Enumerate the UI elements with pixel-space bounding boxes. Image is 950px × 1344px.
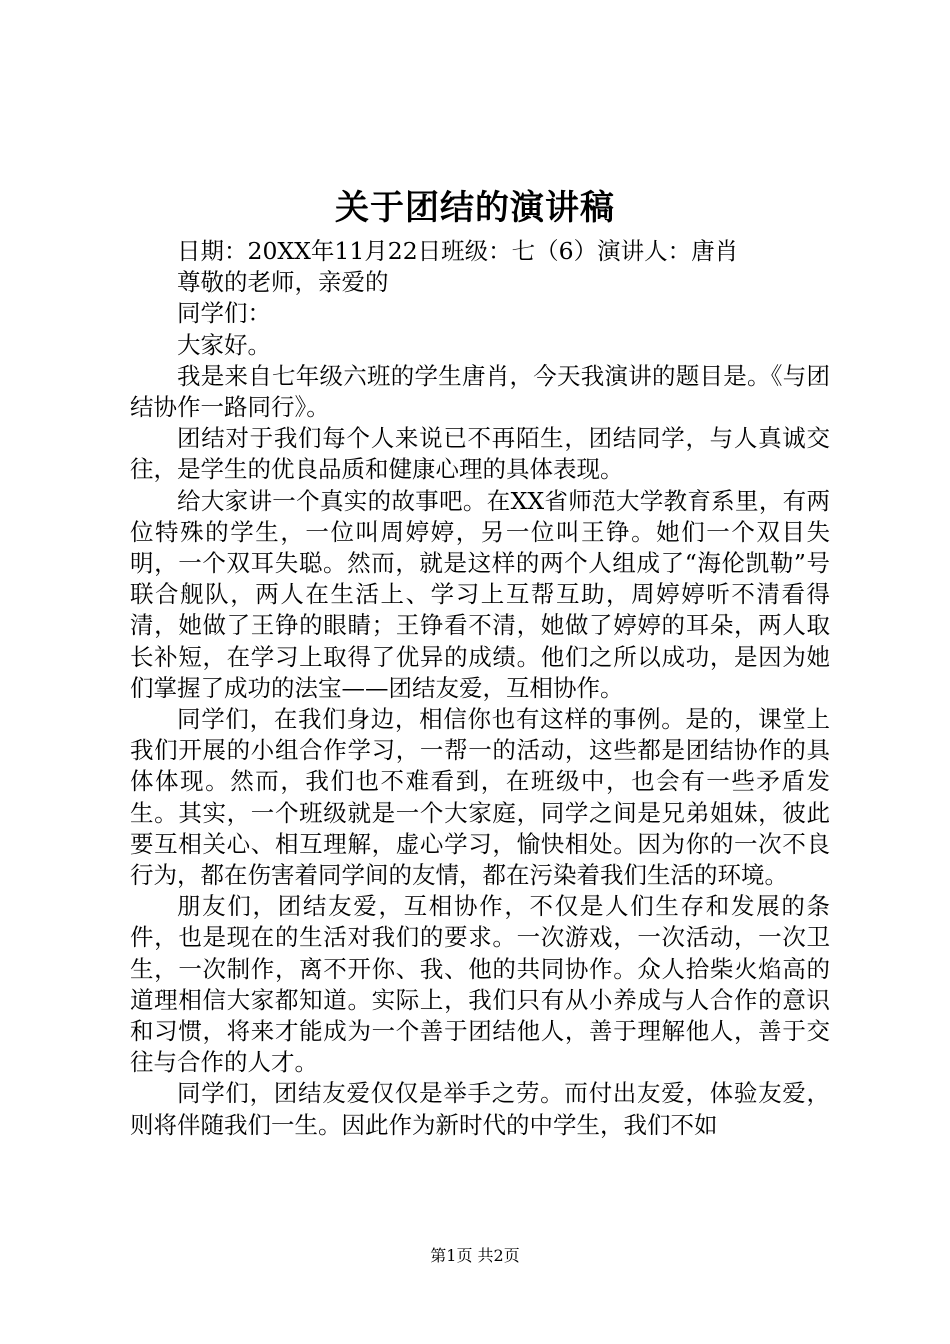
paragraph-closing: 同学们，团结友爱仅仅是举手之劳。而付出友爱，体验友爱，则将伴随我们一生。因此作为新时代的中学生，我们不如 <box>130 1079 830 1139</box>
paragraph-story: 给大家讲一个真实的故事吧。在XX省师范大学教育系里，有两位特殊的学生，一位叫周婷婷，另一位叫王铮。她们一个双目失明，一个双耳失聪。然而，就是这样的两个人组成了“海伦凯勒”号联合舰队，两人在生活上、学习上互帮互助，周婷婷听不清看得清，她做了王铮的眼睛；王铮看不清，她做了婷婷的耳朵，两人取长补短，在学习上取得了优异的成绩。他们之所以成功，是因为她们掌握了成功的法宝——团结友爱，互相协作。 <box>130 486 830 702</box>
document-title: 关于团结的演讲稿 <box>335 188 615 228</box>
paragraph-classmates: 同学们，在我们身边，相信你也有这样的事例。是的，课堂上我们开展的小组合作学习，一帮一的活动，这些都是团结协作的具体体现。然而，我们也不难看到，在班级中，也会有一些矛盾发生。其实，一个班级就是一个大家庭，同学之间是兄弟姐妹，彼此要互相关心、相互理解，虚心学习，愉快相处。因为你的一次不良行为，都在伤害着同学间的友情，都在污染着我们生活的环境。 <box>130 705 830 890</box>
paragraph-intro: 我是来自七年级六班的学生唐肖，今天我演讲的题目是。《与团结协作一路同行》。 <box>130 361 830 422</box>
paragraph-salutation: 尊敬的老师，亲爱的 <box>177 268 389 297</box>
paragraph-unity: 团结对于我们每个人来说已不再陌生，团结同学，与人真诚交往，是学生的优良品质和健康心理的具体表现。 <box>130 424 830 484</box>
paragraph-friends: 朋友们，团结友爱，互相协作，不仅是人们生存和发展的条件，也是现在的生活对我们的要求。一次游戏，一次活动，一次卫生，一次制作，离不开你、我、他的共同协作。众人拾柴火焰高的道理相信大家都知道。实际上，我们只有从小养成与人合作的意识和习惯，将来才能成为一个善于团结他人，善于理解他人，善于交往与合作的人才。 <box>130 892 830 1077</box>
paragraph-salutation-cont: 同学们： <box>177 299 271 328</box>
document-body <box>130 236 830 1141</box>
paragraph-greeting: 大家好。 <box>177 330 271 359</box>
paragraph-date-line: 日期：20XX年11月22日班级：七（6）演讲人：唐肖 <box>177 237 739 265</box>
page-footer: 第1页 共2页 <box>430 1246 520 1265</box>
